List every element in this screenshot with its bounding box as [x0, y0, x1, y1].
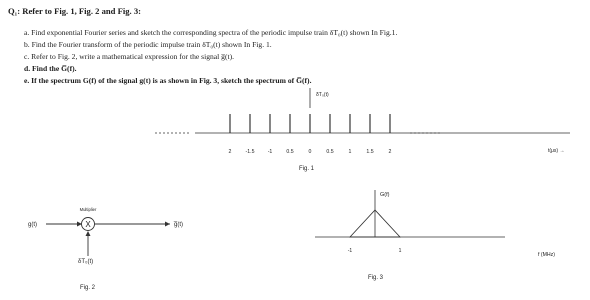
fig1-caption: Fig. 1 [299, 166, 315, 172]
fig1-tick-label: 0.5 [326, 149, 334, 155]
fig3-tick-right: 1 [398, 248, 402, 254]
fig1-time-axis-label: t(μs) → [548, 148, 565, 154]
fig1-tick-label: 2 [228, 149, 232, 155]
question-d: d. Find the G̅(f). [24, 64, 77, 73]
fig1-tick-label: 1.5 [366, 149, 374, 155]
question-e: e. If the spectrum G(f) of the signal g(t) is as shown in Fig. 3, sketch the spectrum of G̅(f). [24, 76, 312, 85]
fig2-multiplier-label: Multiplier [79, 207, 97, 212]
fig1-tick-label: 0.5 [286, 149, 294, 155]
fig2-output-arrow-icon [165, 222, 170, 227]
fig1-tick-label: -1.5 [245, 149, 255, 155]
fig2-multiplier-symbol: X [85, 219, 91, 229]
question-b: b. Find the Fourier transform of the periodic impulse train δT₀(t) shown In Fig. 1. [24, 40, 272, 49]
fig3-tick-left: -1 [347, 248, 353, 254]
fig1-tick-label: 0 [308, 149, 312, 155]
fig2-block-diagram [28, 207, 183, 291]
fig2-train-arrow-icon [86, 231, 91, 236]
fig2-train-label: δT₀(t) [78, 259, 94, 265]
problem-title: Q₁: Refer to Fig. 1, Fig. 2 and Fig. 3: [8, 6, 141, 16]
fig3-caption: Fig. 3 [368, 275, 384, 281]
fig1-impulse-train [155, 88, 570, 172]
fig3-y-label: G(f) [380, 192, 390, 198]
fig1-tick-label: 2 [388, 149, 392, 155]
fig3-spectrum [315, 190, 555, 281]
fig2-output-label: g̅(t) [174, 222, 183, 228]
fig3-x-unit-label: f (MHz) [538, 252, 555, 258]
fig2-caption: Fig. 2 [80, 285, 96, 291]
question-c: c. Refer to Fig. 2, write a mathematical expression for the signal g̅(t). [24, 52, 235, 61]
fig1-tick-label: -1 [267, 149, 273, 155]
fig2-input-label: g(t) [28, 222, 37, 228]
fig1-tick-label: 1 [348, 149, 352, 155]
fig1-signal-label: δT₀(t) [316, 92, 329, 98]
question-a: a. Find exponential Fourier series and sketch the corresponding spectra of the periodic impulse train δT₀(t) shown In Fig.1. [24, 28, 398, 37]
